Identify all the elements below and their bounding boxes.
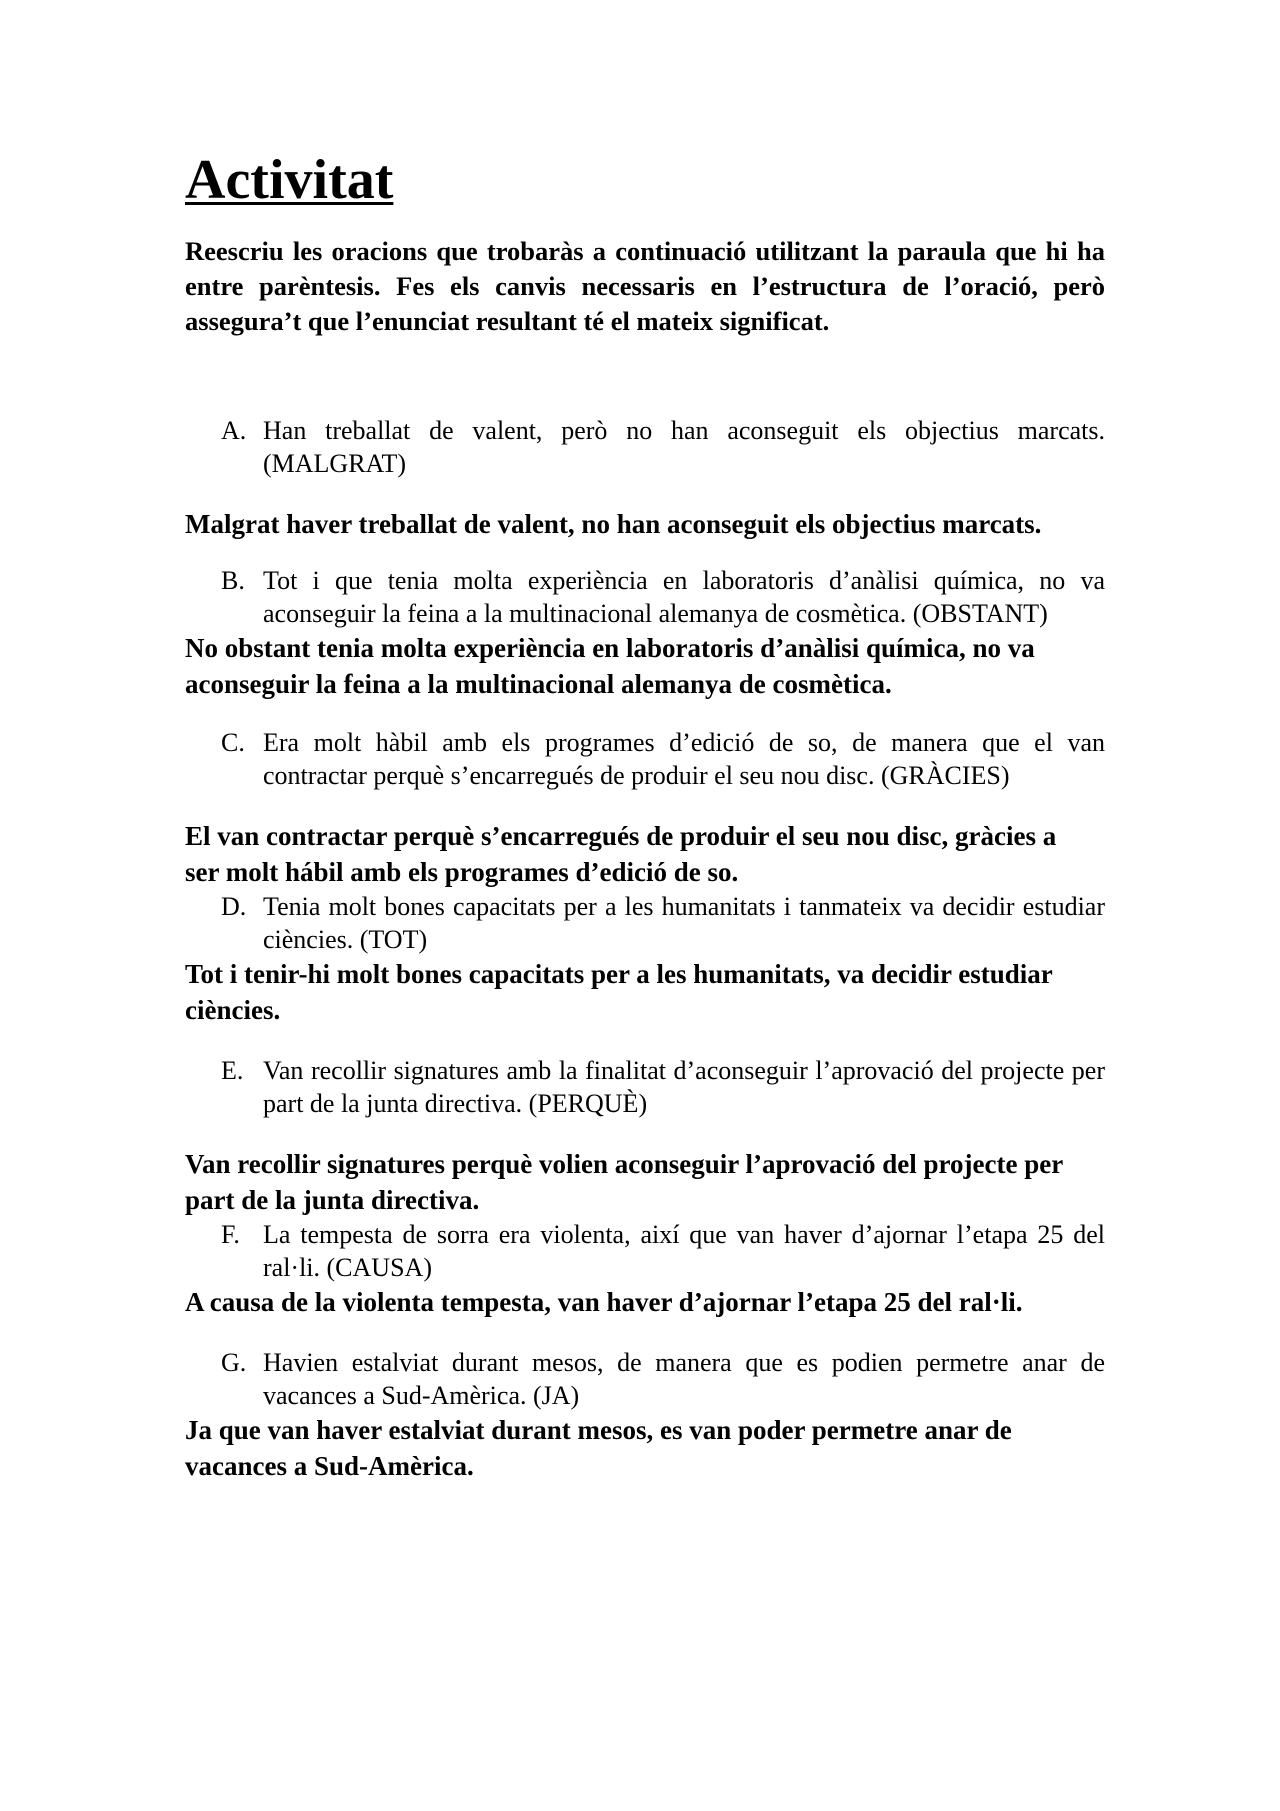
answer-c: El van contractar perquè s’encarregués de produir el seu nou disc, gràcies a ser molt hábil amb els programes d’edició de so. <box>185 820 1057 887</box>
item-sentence: Havien estalviat durant mesos, de manera que es podien permetre anar de vacances a Sud-Amèrica. (JA) <box>263 1347 1105 1410</box>
item-sentence: Era molt hàbil amb els programes d’edició de so, de manera que el van contractar perquè s’encarregués de produir el seu nou disc. (GRÀCIES) <box>263 727 1105 790</box>
item-sentence: Han treballat de valent, però no han aconseguit els objectius marcats. (MALGRAT) <box>263 415 1105 478</box>
page-title: Activitat <box>185 149 394 211</box>
item-letter: A. <box>221 415 247 445</box>
item-sentence: Tenia molt bones capacitats per a les humanitats i tanmateix va decidir estudiar ciències. (TOT) <box>263 891 1105 954</box>
answer-e: Van recollir signatures perquè volien aconseguir l’aprovació del projecte per part de la junta directiva. <box>185 1148 1063 1215</box>
instructions-paragraph: Reescriu les oracions que trobaràs a continuació utilitzant la paraula que hi ha entre parèntesis. Fes els canvis necessaris en l’estructura de l’oració, però assegura’t que l’enunciat resultant té el mateix significat. <box>185 235 1105 336</box>
exercise-item-c <box>221 726 1105 792</box>
answer-f: A causa de la violenta tempesta, van haver d’ajornar l’etapa 25 del ral·li. <box>185 1286 1023 1317</box>
item-sentence: Van recollir signatures amb la finalitat d’aconseguir l’aprovació del projecte per part de la junta directiva. (PERQUÈ) <box>263 1055 1105 1118</box>
item-sentence: Tot i que tenia molta experiència en laboratoris d’anàlisi química, no va aconseguir la feina a la multinacional alemanya de cosmètica. (OBSTANT) <box>263 565 1105 628</box>
exercise-item-g <box>221 1346 1105 1412</box>
item-letter: B. <box>221 565 245 595</box>
exercise-item-e <box>221 1054 1105 1120</box>
answer-b: No obstant tenia molta experiència en laboratoris d’anàlisi química, no va aconseguir la feina a la multinacional alemanya de cosmètica. <box>185 632 1035 699</box>
item-letter: E. <box>221 1055 244 1085</box>
item-sentence: La tempesta de sorra era violenta, així que van haver d’ajornar l’etapa 25 del ral·li. (CAUSA) <box>263 1219 1105 1282</box>
item-letter: D. <box>221 891 247 921</box>
item-letter: C. <box>221 727 245 757</box>
document-page <box>185 150 1105 1484</box>
answer-d: Tot i tenir-hi molt bones capacitats per a les humanitats, va decidir estudiar ciències. <box>185 958 1053 1025</box>
exercise-item-a <box>221 414 1105 480</box>
exercise-item-b <box>221 564 1105 630</box>
answer-g: Ja que van haver estalviat durant mesos, es van poder permetre anar de vacances a Sud-Amèrica. <box>185 1414 1012 1481</box>
exercise-item-f <box>221 1218 1105 1284</box>
exercise-item-d <box>221 890 1105 956</box>
item-letter: G. <box>221 1347 247 1377</box>
answer-a: Malgrat haver treballat de valent, no han aconseguit els objectius marcats. <box>185 508 1042 539</box>
item-letter: F. <box>221 1219 240 1249</box>
